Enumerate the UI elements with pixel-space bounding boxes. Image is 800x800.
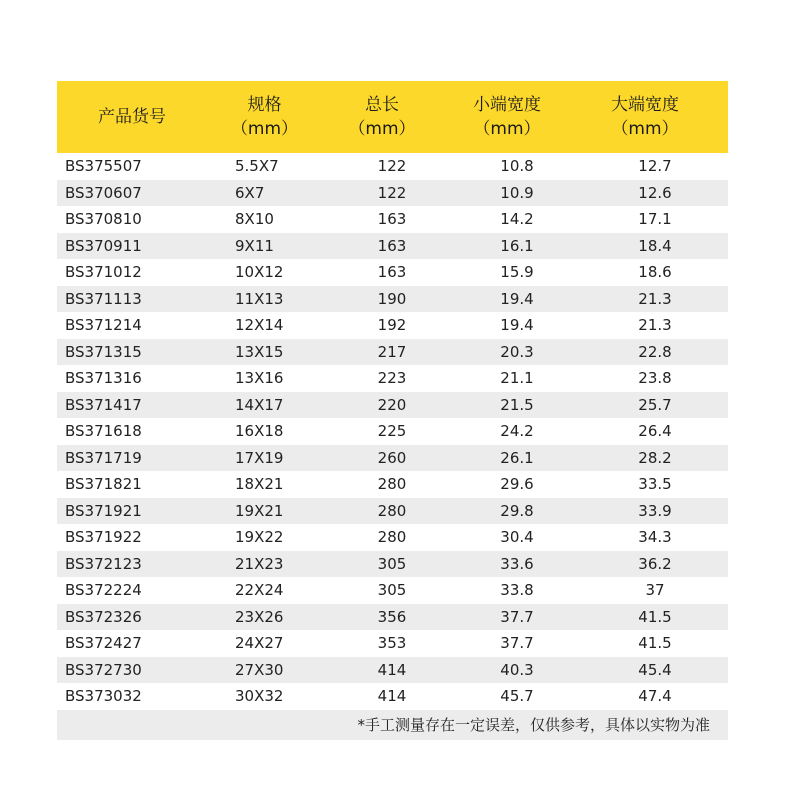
cell-product-code: BS371821 xyxy=(65,475,142,494)
header-product-code xyxy=(57,105,207,129)
cell-spec: 11X13 xyxy=(235,289,284,308)
cell-total-length: 305 xyxy=(377,554,407,573)
cell-product-code: BS372427 xyxy=(65,634,142,653)
cell-large-end-width: 12.6 xyxy=(638,183,672,202)
cell-total-length: 190 xyxy=(377,289,407,308)
cell-small-end-width: 30.4 xyxy=(500,528,534,547)
header-large-end-width xyxy=(572,93,718,141)
cell-large-end-width: 21.3 xyxy=(638,316,672,335)
cell-large-end-width: 23.8 xyxy=(638,369,672,388)
table-row xyxy=(57,498,728,525)
header-large-end-width-unit: （mm） xyxy=(611,119,679,139)
header-spec-unit: （mm） xyxy=(230,119,299,139)
table-row xyxy=(57,259,728,286)
cell-total-length: 192 xyxy=(377,316,407,335)
cell-product-code: BS370607 xyxy=(65,183,142,202)
cell-spec: 23X26 xyxy=(235,607,284,626)
cell-large-end-width: 18.4 xyxy=(638,236,672,255)
cell-large-end-width: 17.1 xyxy=(638,210,672,229)
cell-spec: 30X32 xyxy=(235,687,284,706)
cell-spec: 17X19 xyxy=(235,448,284,467)
table-row xyxy=(57,392,728,419)
table-row xyxy=(57,153,728,180)
cell-small-end-width: 10.9 xyxy=(500,183,534,202)
cell-total-length: 414 xyxy=(377,660,407,679)
header-small-end-width xyxy=(442,93,572,141)
cell-large-end-width: 41.5 xyxy=(638,634,672,653)
table-body xyxy=(57,153,728,710)
cell-total-length: 280 xyxy=(377,528,407,547)
cell-small-end-width: 37.7 xyxy=(500,607,534,626)
disclaimer-note xyxy=(57,710,728,740)
cell-spec: 24X27 xyxy=(235,634,284,653)
cell-total-length: 356 xyxy=(377,607,407,626)
cell-total-length: 280 xyxy=(377,501,407,520)
cell-product-code: BS370911 xyxy=(65,236,142,255)
table-row xyxy=(57,524,728,551)
cell-small-end-width: 33.8 xyxy=(500,581,534,600)
cell-spec: 14X17 xyxy=(235,395,284,414)
cell-total-length: 225 xyxy=(377,422,407,441)
cell-product-code: BS372326 xyxy=(65,607,142,626)
cell-small-end-width: 29.6 xyxy=(500,475,534,494)
cell-small-end-width: 21.5 xyxy=(500,395,534,414)
cell-total-length: 280 xyxy=(377,475,407,494)
table-row xyxy=(57,418,728,445)
header-total-length-unit: （mm） xyxy=(348,119,416,139)
cell-product-code: BS373032 xyxy=(65,687,142,706)
cell-product-code: BS375507 xyxy=(65,157,142,176)
cell-large-end-width: 34.3 xyxy=(638,528,672,547)
cell-small-end-width: 20.3 xyxy=(500,342,534,361)
cell-total-length: 217 xyxy=(377,342,407,361)
table-row xyxy=(57,312,728,339)
header-spec-label: 规格 xyxy=(247,95,282,115)
cell-total-length: 122 xyxy=(377,157,407,176)
table-row xyxy=(57,577,728,604)
cell-small-end-width: 19.4 xyxy=(500,289,534,308)
cell-spec: 22X24 xyxy=(235,581,284,600)
cell-spec: 16X18 xyxy=(235,422,284,441)
disclaimer-text: *手工测量存在一定误差，仅供参考，具体以实物为准 xyxy=(357,716,710,734)
cell-product-code: BS371922 xyxy=(65,528,142,547)
cell-small-end-width: 29.8 xyxy=(500,501,534,520)
cell-spec: 19X21 xyxy=(235,501,284,520)
header-large-end-width-label: 大端宽度 xyxy=(611,95,679,115)
cell-small-end-width: 19.4 xyxy=(500,316,534,335)
header-spec xyxy=(207,93,322,141)
cell-small-end-width: 26.1 xyxy=(500,448,534,467)
cell-large-end-width: 26.4 xyxy=(638,422,672,441)
cell-spec: 19X22 xyxy=(235,528,284,547)
cell-large-end-width: 12.7 xyxy=(638,157,672,176)
cell-spec: 21X23 xyxy=(235,554,284,573)
cell-spec: 9X11 xyxy=(235,236,274,255)
cell-small-end-width: 15.9 xyxy=(500,263,534,282)
table-row xyxy=(57,233,728,260)
table-row xyxy=(57,683,728,710)
cell-large-end-width: 47.4 xyxy=(638,687,672,706)
cell-large-end-width: 45.4 xyxy=(638,660,672,679)
table-row xyxy=(57,339,728,366)
cell-total-length: 260 xyxy=(377,448,407,467)
cell-product-code: BS371315 xyxy=(65,342,142,361)
cell-spec: 8X10 xyxy=(235,210,274,229)
header-small-end-width-unit: （mm） xyxy=(473,119,541,139)
cell-small-end-width: 10.8 xyxy=(500,157,534,176)
cell-product-code: BS371417 xyxy=(65,395,142,414)
cell-product-code: BS371921 xyxy=(65,501,142,520)
cell-total-length: 305 xyxy=(377,581,407,600)
table-header xyxy=(57,81,728,153)
cell-large-end-width: 28.2 xyxy=(638,448,672,467)
cell-small-end-width: 14.2 xyxy=(500,210,534,229)
cell-large-end-width: 36.2 xyxy=(638,554,672,573)
table-row xyxy=(57,365,728,392)
table-row xyxy=(57,604,728,631)
cell-large-end-width: 18.6 xyxy=(638,263,672,282)
cell-spec: 12X14 xyxy=(235,316,284,335)
cell-small-end-width: 33.6 xyxy=(500,554,534,573)
cell-product-code: BS372224 xyxy=(65,581,142,600)
cell-large-end-width: 37 xyxy=(645,581,665,600)
cell-product-code: BS371113 xyxy=(65,289,142,308)
cell-spec: 13X15 xyxy=(235,342,284,361)
cell-spec: 13X16 xyxy=(235,369,284,388)
cell-product-code: BS371012 xyxy=(65,263,142,282)
cell-total-length: 163 xyxy=(377,210,407,229)
header-product-code-label: 产品货号 xyxy=(98,107,166,127)
cell-large-end-width: 21.3 xyxy=(638,289,672,308)
header-small-end-width-label: 小端宽度 xyxy=(473,95,541,115)
cell-spec: 10X12 xyxy=(235,263,284,282)
cell-product-code: BS372123 xyxy=(65,554,142,573)
cell-large-end-width: 33.5 xyxy=(638,475,672,494)
header-total-length-label: 总长 xyxy=(365,95,399,115)
cell-spec: 18X21 xyxy=(235,475,284,494)
cell-small-end-width: 37.7 xyxy=(500,634,534,653)
cell-product-code: BS371719 xyxy=(65,448,142,467)
table-row xyxy=(57,630,728,657)
cell-product-code: BS371618 xyxy=(65,422,142,441)
cell-total-length: 163 xyxy=(377,236,407,255)
table-row xyxy=(57,206,728,233)
table-row xyxy=(57,445,728,472)
table-row xyxy=(57,180,728,207)
cell-product-code: BS371214 xyxy=(65,316,142,335)
cell-total-length: 163 xyxy=(377,263,407,282)
cell-large-end-width: 33.9 xyxy=(638,501,672,520)
table-row xyxy=(57,286,728,313)
cell-spec: 27X30 xyxy=(235,660,284,679)
cell-total-length: 122 xyxy=(377,183,407,202)
cell-small-end-width: 24.2 xyxy=(500,422,534,441)
cell-small-end-width: 45.7 xyxy=(500,687,534,706)
cell-large-end-width: 41.5 xyxy=(638,607,672,626)
cell-small-end-width: 21.1 xyxy=(500,369,534,388)
table-row xyxy=(57,551,728,578)
cell-total-length: 223 xyxy=(377,369,407,388)
cell-spec: 5.5X7 xyxy=(235,157,279,176)
cell-large-end-width: 22.8 xyxy=(638,342,672,361)
header-total-length xyxy=(322,93,442,141)
cell-product-code: BS372730 xyxy=(65,660,142,679)
table-row xyxy=(57,657,728,684)
cell-small-end-width: 40.3 xyxy=(500,660,534,679)
cell-total-length: 414 xyxy=(377,687,407,706)
cell-small-end-width: 16.1 xyxy=(500,236,534,255)
cell-product-code: BS371316 xyxy=(65,369,142,388)
spec-table xyxy=(57,81,728,740)
table-row xyxy=(57,471,728,498)
cell-total-length: 220 xyxy=(377,395,407,414)
cell-product-code: BS370810 xyxy=(65,210,142,229)
cell-spec: 6X7 xyxy=(235,183,265,202)
cell-large-end-width: 25.7 xyxy=(638,395,672,414)
cell-total-length: 353 xyxy=(377,634,407,653)
